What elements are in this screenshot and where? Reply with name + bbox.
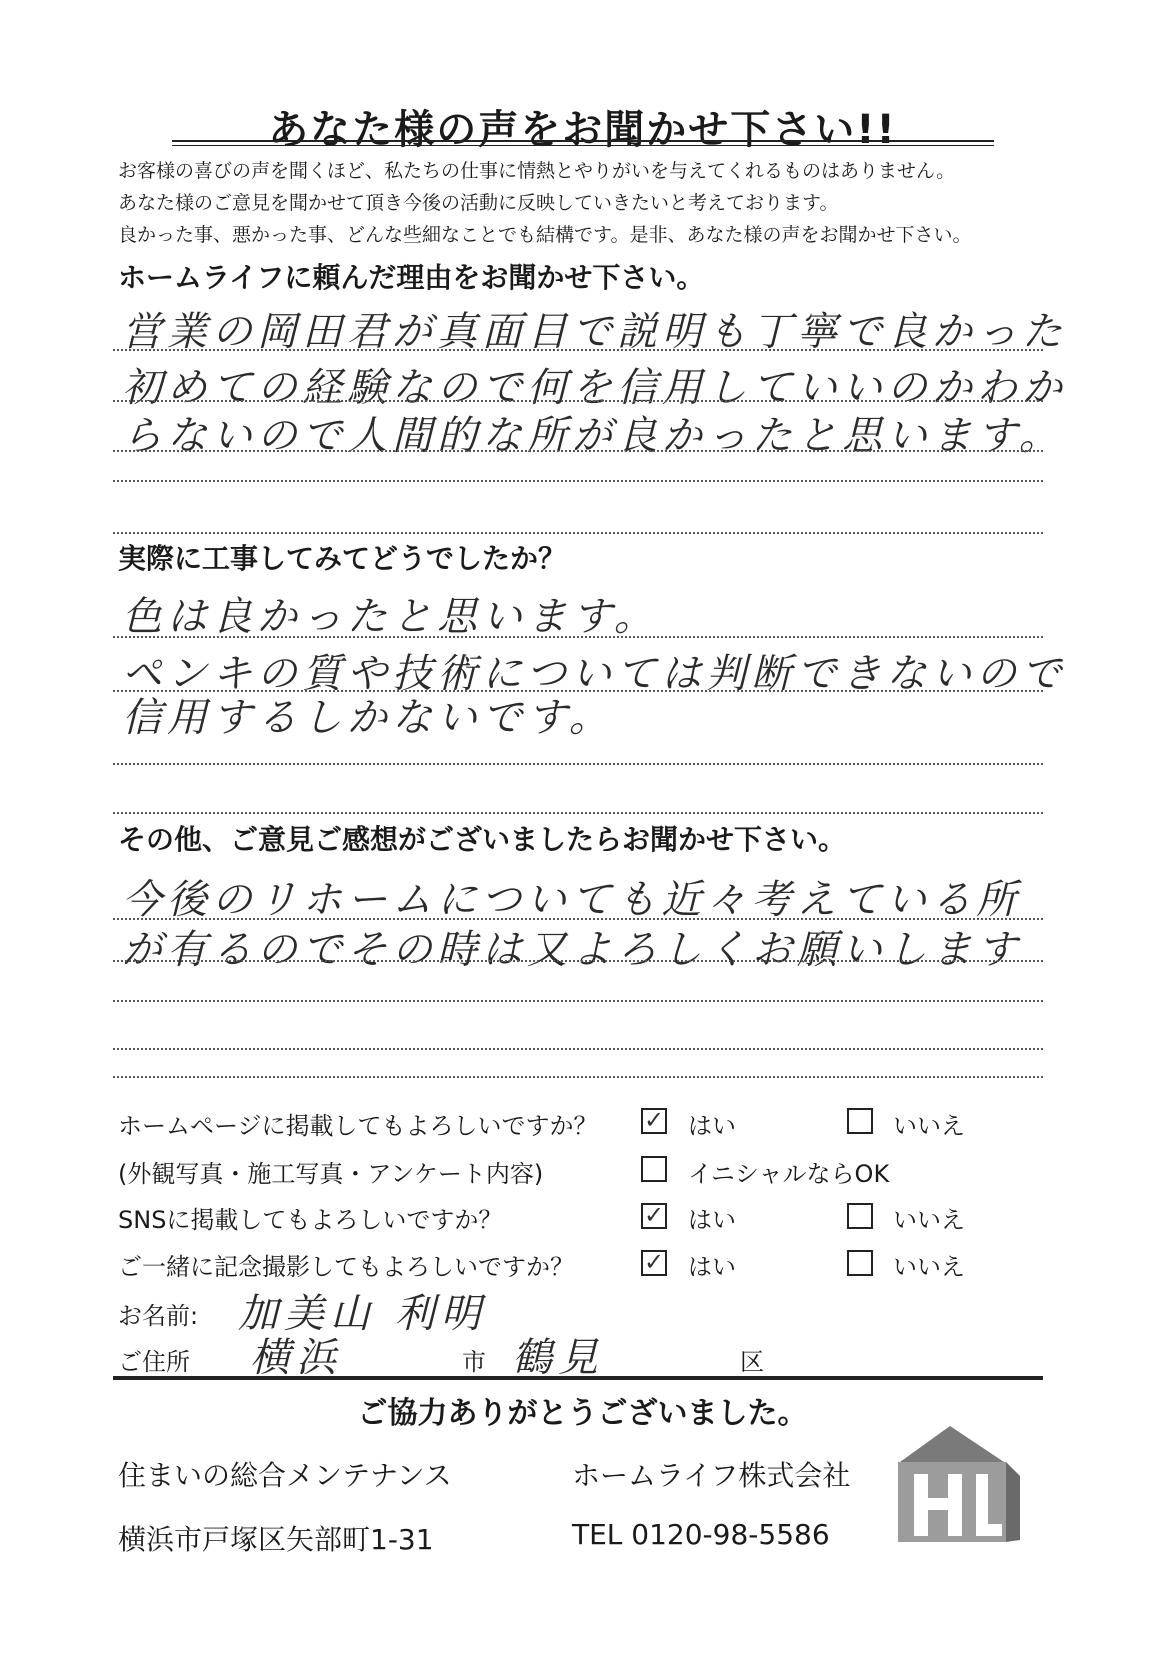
- consent-sns-question: SNSに掲載してもよろしいですか？: [118, 1206, 503, 1234]
- answer-line-rule: [113, 1048, 1043, 1050]
- homepage-yes-label: はい: [688, 1112, 736, 1140]
- answer-line-rule: [113, 763, 1043, 765]
- title-underline: [172, 140, 994, 142]
- company-address: 横浜市戸塚区矢部町1-31: [118, 1523, 434, 1556]
- logo-roof: [900, 1426, 1004, 1462]
- ward-suffix: 区: [740, 1348, 764, 1376]
- sns-no-checkbox[interactable]: [847, 1203, 873, 1229]
- answer-line-rule: [113, 400, 1043, 402]
- consent-homepage-question: ホームページに掲載してもよろしいですか？: [118, 1112, 598, 1140]
- thanks-message: ご協力ありがとうございました。: [357, 1396, 808, 1431]
- homepage-no-checkbox[interactable]: [847, 1108, 873, 1134]
- answer-other-line-1: 今後のリホームについても近々考えている所: [122, 877, 1022, 923]
- name-value: 加美山 利明: [238, 1291, 487, 1337]
- name-label: お名前:: [118, 1302, 199, 1330]
- section-heading-other: その他、ご意見ご感想がございましたらお聞かせ下さい。: [118, 823, 847, 856]
- photo-yes-label: はい: [688, 1253, 736, 1281]
- section-heading-reason: ホームライフに頼んだ理由をお聞かせ下さい。: [118, 261, 705, 294]
- sns-yes-label: はい: [688, 1206, 736, 1234]
- homepage-no-label: いいえ: [893, 1112, 965, 1140]
- initial-ok-label: イニシャルならOK: [688, 1160, 890, 1188]
- logo-side: [1006, 1462, 1020, 1542]
- company-logo-icon: [892, 1422, 1022, 1544]
- address-label: ご住所: [118, 1348, 190, 1376]
- answer-line-rule: [113, 1000, 1043, 1002]
- company-tagline: 住まいの総合メンテナンス: [118, 1459, 452, 1492]
- answer-line-rule: [113, 636, 1043, 638]
- answer-line-rule: [113, 1076, 1043, 1078]
- photo-yes-checkbox[interactable]: ✓: [641, 1250, 667, 1276]
- title-underline-2: [172, 145, 994, 146]
- answer-other-line-2: が有るのでその時は又よろしくお願いします: [122, 927, 1022, 973]
- sns-yes-checkbox[interactable]: ✓: [641, 1203, 667, 1229]
- intro-line-1: お客様の喜びの声を聞くほど、私たちの仕事に情熱とやりがいを与えてくれるものはありません。: [118, 160, 956, 182]
- city-suffix: 市: [462, 1348, 486, 1376]
- answer-line-rule: [113, 532, 1043, 534]
- company-name: ホームライフ株式会社: [572, 1459, 851, 1492]
- city-value: 横浜: [250, 1335, 342, 1381]
- intro-line-3: 良かった事、悪かった事、どんな些細なことでも結構です。是非、あなた様の声をお聞かせ下さい。: [118, 224, 972, 246]
- logo-l-foot: [976, 1524, 1002, 1536]
- answer-line-rule: [113, 812, 1043, 814]
- form-end-rule: [113, 1376, 1043, 1380]
- answer-line-rule: [113, 480, 1043, 482]
- answer-reason-line-1: 営業の岡田君が真面目で説明も丁寧で良かった: [122, 309, 1067, 355]
- answer-reason-line-3: らないので人間的な所が良かったと思います。: [122, 413, 1064, 459]
- answer-line-rule: [113, 450, 1043, 452]
- answer-experience-line-1: 色は良かったと思います。: [122, 594, 659, 640]
- answer-reason-line-2: 初めての経験なので何を信用していいのかわか: [122, 365, 1067, 411]
- ward-value: 鶴見: [512, 1335, 604, 1381]
- homepage-yes-checkbox[interactable]: ✓: [641, 1108, 667, 1134]
- logo-h-bar: [914, 1498, 962, 1510]
- consent-homepage-subnote: (外観写真・施工写真・アンケート内容): [118, 1160, 544, 1188]
- sns-no-label: いいえ: [893, 1206, 965, 1234]
- page-title: あなた様の声をお聞かせ下さい!!: [268, 107, 897, 153]
- section-heading-experience: 実際に工事してみてどうでしたか？: [118, 542, 567, 575]
- consent-photo-question: ご一緒に記念撮影してもよろしいですか？: [118, 1253, 574, 1281]
- photo-no-label: いいえ: [893, 1253, 965, 1281]
- answer-line-rule: [113, 960, 1043, 962]
- initial-ok-checkbox[interactable]: [641, 1156, 667, 1182]
- answer-experience-line-2: ペンキの質や技術については判断できないので: [122, 651, 1067, 697]
- answer-line-rule: [113, 349, 1043, 351]
- company-phone: TEL 0120-98-5586: [572, 1518, 830, 1551]
- intro-line-2: あなた様のご意見を聞かせて頂き今後の活動に反映していきたいと考えております。: [118, 192, 839, 214]
- photo-no-checkbox[interactable]: [847, 1250, 873, 1276]
- answer-experience-line-3: 信用するしかないです。: [122, 695, 614, 741]
